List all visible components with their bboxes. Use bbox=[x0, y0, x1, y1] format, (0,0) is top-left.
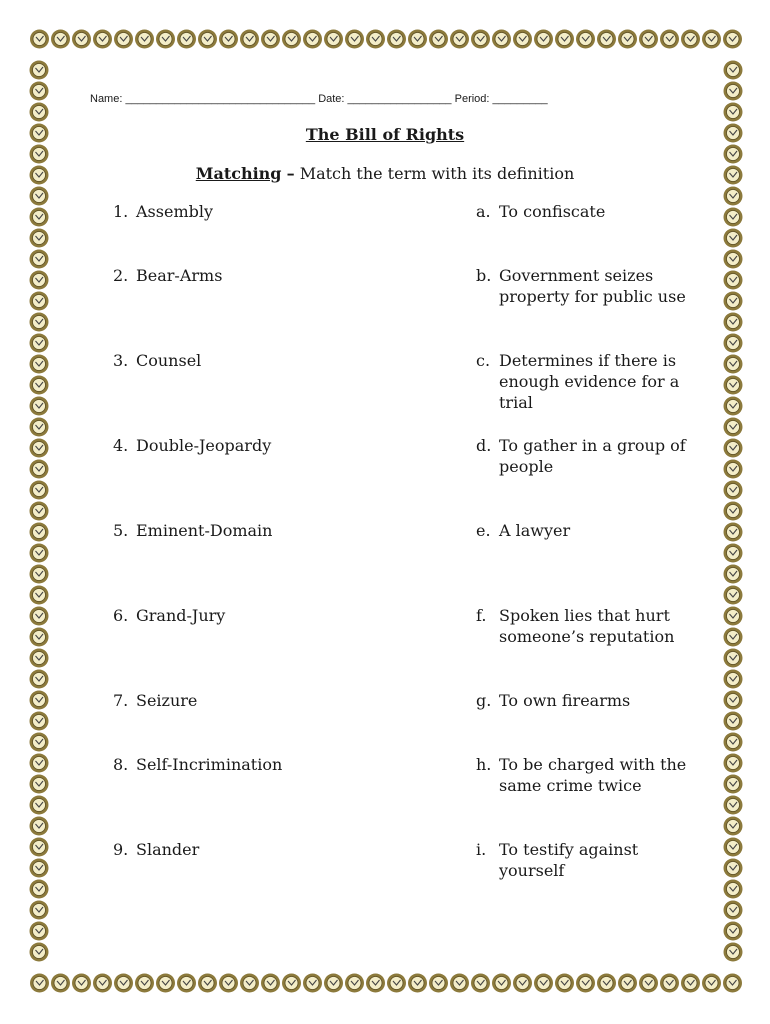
term-item bbox=[113, 201, 213, 222]
clock-icon bbox=[408, 974, 427, 993]
clock-icon bbox=[724, 565, 743, 584]
definition-item bbox=[476, 690, 696, 711]
clock-icon bbox=[724, 901, 743, 920]
clock-icon bbox=[724, 586, 743, 605]
clock-icon bbox=[724, 292, 743, 311]
instructions-dash: – bbox=[286, 164, 295, 183]
name-blank: _______________________________ bbox=[125, 93, 316, 105]
clock-icon bbox=[660, 30, 679, 49]
clock-icon bbox=[114, 974, 133, 993]
clock-icon bbox=[724, 649, 743, 668]
clock-icon bbox=[30, 974, 49, 993]
definition-letter: b. bbox=[476, 266, 492, 285]
definition-letter: i. bbox=[476, 840, 487, 859]
clock-icon bbox=[702, 30, 721, 49]
clock-icon bbox=[51, 974, 70, 993]
clock-icon bbox=[156, 30, 175, 49]
clock-icon bbox=[724, 544, 743, 563]
clock-icon bbox=[177, 30, 196, 49]
clock-icon bbox=[724, 712, 743, 731]
definition-item bbox=[476, 350, 696, 413]
clock-icon bbox=[30, 712, 49, 731]
definition-item bbox=[476, 839, 696, 881]
clock-icon bbox=[724, 628, 743, 647]
definition-letter: g. bbox=[476, 691, 492, 710]
clock-icon bbox=[135, 974, 154, 993]
clock-icon bbox=[30, 796, 49, 815]
definition-text: To testify against yourself bbox=[499, 840, 639, 880]
period-label: Period: bbox=[454, 93, 490, 105]
clock-icon bbox=[30, 292, 49, 311]
term-number: 4. bbox=[113, 436, 129, 455]
clock-icon bbox=[723, 974, 742, 993]
clock-icon bbox=[723, 30, 742, 49]
term-text: Double-Jeopardy bbox=[136, 436, 272, 455]
instructions-text: Match the term with its definition bbox=[299, 164, 575, 183]
clock-icon bbox=[639, 30, 658, 49]
clock-icon bbox=[387, 30, 406, 49]
definition-letter: f. bbox=[476, 606, 487, 625]
clock-icon bbox=[724, 82, 743, 101]
clock-icon bbox=[724, 334, 743, 353]
clock-icon bbox=[324, 974, 343, 993]
clock-icon bbox=[724, 733, 743, 752]
term-number: 7. bbox=[113, 691, 129, 710]
clock-icon bbox=[724, 670, 743, 689]
clock-icon bbox=[30, 901, 49, 920]
clock-icon bbox=[261, 974, 280, 993]
clock-icon bbox=[30, 313, 49, 332]
clock-icon bbox=[303, 974, 322, 993]
clock-icon bbox=[724, 103, 743, 122]
term-item bbox=[113, 839, 199, 860]
definition-letter: d. bbox=[476, 436, 492, 455]
clock-icon bbox=[429, 974, 448, 993]
term-item bbox=[113, 350, 201, 371]
term-item bbox=[113, 435, 271, 456]
clock-icon bbox=[219, 30, 238, 49]
definition-letter: e. bbox=[476, 521, 491, 540]
page-border-bottom bbox=[28, 972, 744, 994]
clock-icon bbox=[724, 145, 743, 164]
clock-icon bbox=[724, 775, 743, 794]
clock-icon bbox=[555, 30, 574, 49]
clock-icon bbox=[724, 859, 743, 878]
clock-icon bbox=[114, 30, 133, 49]
clock-icon bbox=[471, 30, 490, 49]
clock-icon bbox=[30, 229, 49, 248]
clock-icon bbox=[345, 974, 364, 993]
definition-text: To be charged with the same crime twice bbox=[499, 755, 687, 795]
clock-icon bbox=[492, 974, 511, 993]
clock-icon bbox=[30, 334, 49, 353]
definition-item bbox=[476, 754, 696, 796]
clock-icon bbox=[72, 974, 91, 993]
clock-icon bbox=[450, 974, 469, 993]
student-info-line bbox=[90, 93, 670, 105]
clock-icon bbox=[724, 607, 743, 626]
clock-icon bbox=[492, 30, 511, 49]
clock-icon bbox=[30, 376, 49, 395]
clock-icon bbox=[576, 30, 595, 49]
term-text: Slander bbox=[136, 840, 200, 859]
term-number: 9. bbox=[113, 840, 129, 859]
worksheet-title: The Bill of Rights bbox=[305, 125, 465, 144]
term-number: 5. bbox=[113, 521, 129, 540]
term-text: Assembly bbox=[136, 202, 214, 221]
clock-icon bbox=[724, 439, 743, 458]
clock-icon bbox=[324, 30, 343, 49]
clock-icon bbox=[597, 30, 616, 49]
clock-icon bbox=[30, 733, 49, 752]
clock-icon bbox=[724, 313, 743, 332]
clock-icon bbox=[30, 670, 49, 689]
clock-icon bbox=[240, 974, 259, 993]
clock-icon bbox=[534, 974, 553, 993]
clock-icon bbox=[724, 817, 743, 836]
clock-icon bbox=[30, 943, 49, 962]
clock-icon bbox=[30, 418, 49, 437]
clock-icon bbox=[724, 397, 743, 416]
clock-icon bbox=[282, 974, 301, 993]
clock-icon bbox=[156, 974, 175, 993]
definition-text: To own firearms bbox=[499, 691, 631, 710]
term-text: Counsel bbox=[136, 351, 202, 370]
clock-icon bbox=[345, 30, 364, 49]
clock-icon bbox=[177, 974, 196, 993]
definition-item bbox=[476, 435, 696, 477]
clock-icon bbox=[724, 187, 743, 206]
clock-icon bbox=[30, 103, 49, 122]
clock-icon bbox=[702, 974, 721, 993]
instructions bbox=[0, 164, 770, 183]
term-text: Eminent-Domain bbox=[136, 521, 273, 540]
definition-text: Spoken lies that hurt someone’s reputation bbox=[499, 606, 675, 646]
clock-icon bbox=[30, 61, 49, 80]
clock-icon bbox=[724, 418, 743, 437]
clock-icon bbox=[93, 30, 112, 49]
clock-icon bbox=[30, 754, 49, 773]
definition-item bbox=[476, 201, 696, 222]
clock-icon bbox=[513, 974, 532, 993]
clock-icon bbox=[30, 397, 49, 416]
clock-icon bbox=[724, 250, 743, 269]
term-item bbox=[113, 690, 197, 711]
clock-icon bbox=[724, 691, 743, 710]
clock-icon bbox=[724, 208, 743, 227]
definition-text: A lawyer bbox=[499, 521, 571, 540]
clock-icon bbox=[30, 208, 49, 227]
clock-icon bbox=[30, 649, 49, 668]
clock-icon bbox=[30, 250, 49, 269]
clock-icon bbox=[408, 30, 427, 49]
clock-icon bbox=[660, 974, 679, 993]
clock-icon bbox=[724, 880, 743, 899]
clock-icon bbox=[51, 30, 70, 49]
date-label: Date: bbox=[318, 93, 345, 105]
page-border-right bbox=[722, 50, 744, 972]
clock-icon bbox=[534, 30, 553, 49]
clock-icon bbox=[30, 628, 49, 647]
page-border-top bbox=[28, 28, 744, 50]
clock-icon bbox=[30, 271, 49, 290]
term-item bbox=[113, 754, 282, 775]
clock-icon bbox=[618, 974, 637, 993]
clock-icon bbox=[724, 355, 743, 374]
clock-icon bbox=[724, 271, 743, 290]
clock-icon bbox=[30, 523, 49, 542]
definition-text: Determines if there is enough evidence for a trial bbox=[499, 351, 680, 412]
clock-icon bbox=[366, 30, 385, 49]
term-item bbox=[113, 265, 222, 286]
clock-icon bbox=[30, 565, 49, 584]
name-label: Name: bbox=[90, 93, 123, 105]
clock-icon bbox=[724, 376, 743, 395]
clock-icon bbox=[681, 974, 700, 993]
clock-icon bbox=[30, 187, 49, 206]
clock-icon bbox=[471, 974, 490, 993]
clock-icon bbox=[30, 481, 49, 500]
term-number: 1. bbox=[113, 202, 129, 221]
term-item bbox=[113, 605, 225, 626]
clock-icon bbox=[513, 30, 532, 49]
clock-icon bbox=[555, 974, 574, 993]
clock-icon bbox=[30, 880, 49, 899]
clock-icon bbox=[724, 481, 743, 500]
clock-icon bbox=[724, 922, 743, 941]
term-number: 8. bbox=[113, 755, 129, 774]
clock-icon bbox=[30, 544, 49, 563]
term-item bbox=[113, 520, 272, 541]
term-number: 2. bbox=[113, 266, 129, 285]
term-text: Self-Incrimination bbox=[136, 755, 283, 774]
clock-icon bbox=[219, 974, 238, 993]
definition-letter: c. bbox=[476, 351, 491, 370]
definition-text: To confiscate bbox=[499, 202, 606, 221]
clock-icon bbox=[303, 30, 322, 49]
term-number: 3. bbox=[113, 351, 129, 370]
clock-icon bbox=[72, 30, 91, 49]
clock-icon bbox=[724, 943, 743, 962]
clock-icon bbox=[30, 775, 49, 794]
term-text: Bear-Arms bbox=[136, 266, 223, 285]
clock-icon bbox=[618, 30, 637, 49]
clock-icon bbox=[198, 30, 217, 49]
clock-icon bbox=[30, 691, 49, 710]
instructions-label: Matching bbox=[195, 164, 282, 183]
clock-icon bbox=[30, 922, 49, 941]
clock-icon bbox=[366, 974, 385, 993]
clock-icon bbox=[597, 974, 616, 993]
definition-item bbox=[476, 605, 696, 647]
clock-icon bbox=[576, 974, 595, 993]
term-number: 6. bbox=[113, 606, 129, 625]
clock-icon bbox=[30, 838, 49, 857]
definition-text: To gather in a group of people bbox=[499, 436, 686, 476]
definition-letter: h. bbox=[476, 755, 492, 774]
term-text: Seizure bbox=[136, 691, 198, 710]
clock-icon bbox=[30, 607, 49, 626]
definition-item bbox=[476, 265, 696, 307]
clock-icon bbox=[429, 30, 448, 49]
clock-icon bbox=[30, 460, 49, 479]
clock-icon bbox=[724, 796, 743, 815]
clock-icon bbox=[724, 754, 743, 773]
clock-icon bbox=[387, 974, 406, 993]
clock-icon bbox=[30, 502, 49, 521]
clock-icon bbox=[681, 30, 700, 49]
clock-icon bbox=[639, 974, 658, 993]
clock-icon bbox=[30, 145, 49, 164]
page-border-left bbox=[28, 50, 50, 972]
clock-icon bbox=[724, 838, 743, 857]
clock-icon bbox=[450, 30, 469, 49]
date-blank: _________________ bbox=[347, 93, 452, 105]
clock-icon bbox=[724, 502, 743, 521]
clock-icon bbox=[30, 82, 49, 101]
clock-icon bbox=[30, 355, 49, 374]
clock-icon bbox=[30, 439, 49, 458]
clock-icon bbox=[240, 30, 259, 49]
clock-icon bbox=[93, 974, 112, 993]
clock-icon bbox=[724, 229, 743, 248]
clock-icon bbox=[724, 61, 743, 80]
clock-icon bbox=[135, 30, 154, 49]
clock-icon bbox=[724, 523, 743, 542]
clock-icon bbox=[261, 30, 280, 49]
definition-letter: a. bbox=[476, 202, 491, 221]
clock-icon bbox=[30, 817, 49, 836]
clock-icon bbox=[30, 586, 49, 605]
clock-icon bbox=[282, 30, 301, 49]
definition-item bbox=[476, 520, 696, 541]
clock-icon bbox=[30, 859, 49, 878]
term-text: Grand-Jury bbox=[136, 606, 226, 625]
clock-icon bbox=[198, 974, 217, 993]
clock-icon bbox=[724, 460, 743, 479]
period-blank: _________ bbox=[492, 93, 548, 105]
definition-text: Government seizes property for public use bbox=[499, 266, 686, 306]
clock-icon bbox=[30, 30, 49, 49]
